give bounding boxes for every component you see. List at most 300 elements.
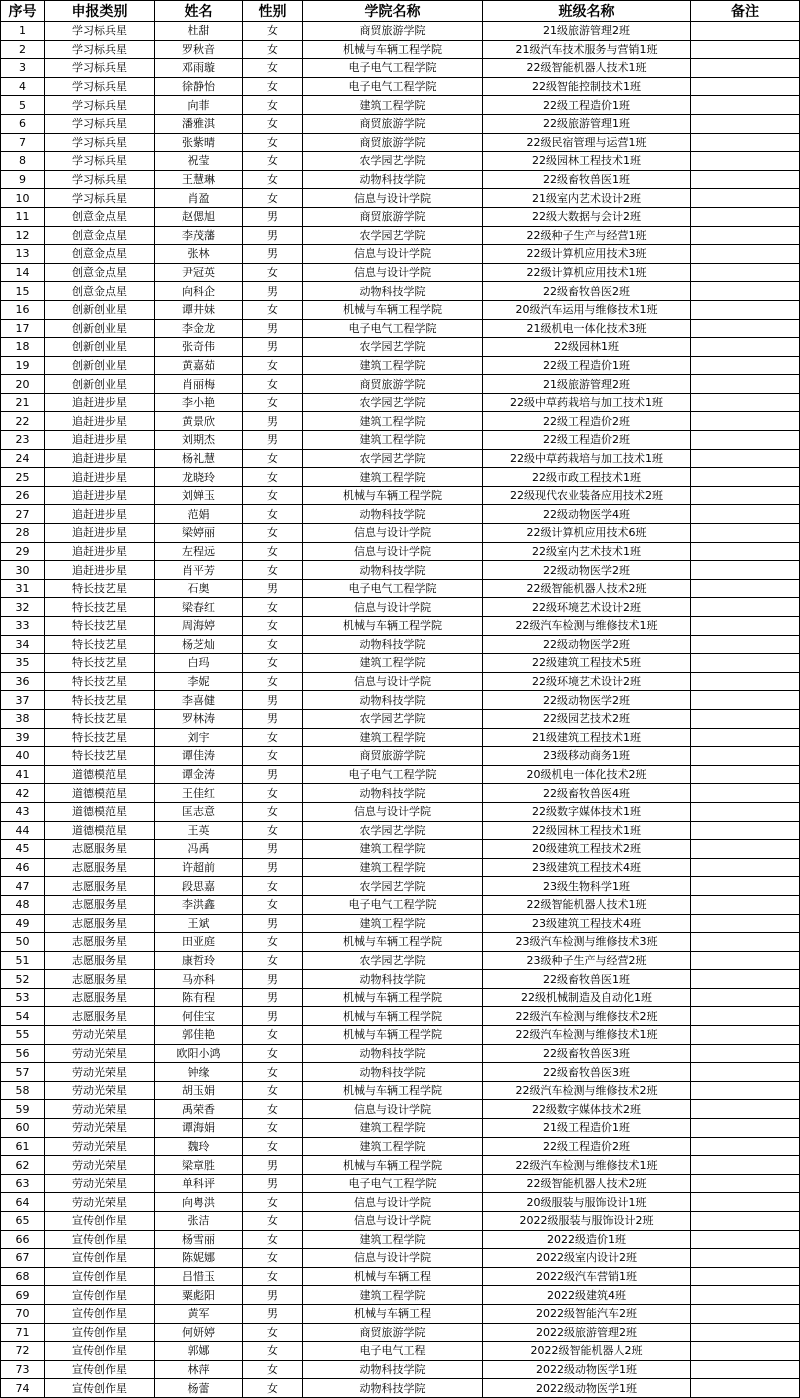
cell-category: 特长技艺星: [45, 654, 155, 673]
table-row: [1, 1119, 800, 1138]
cell-remark: [691, 263, 800, 282]
cell-category: 追赶进步星: [45, 524, 155, 543]
cell-category: 志愿服务星: [45, 877, 155, 896]
cell-class: 22级动物医学2班: [483, 561, 691, 580]
header-college: 学院名称: [303, 1, 483, 22]
cell-name: 王英: [155, 821, 243, 840]
cell-gender: 女: [243, 1044, 303, 1063]
cell-class: 2022级建筑4班: [483, 1286, 691, 1305]
cell-college: 信息与设计学院: [303, 263, 483, 282]
cell-index: 27: [1, 505, 45, 524]
cell-index: 19: [1, 356, 45, 375]
cell-name: 梁章胜: [155, 1156, 243, 1175]
cell-index: 69: [1, 1286, 45, 1305]
cell-category: 志愿服务星: [45, 970, 155, 989]
cell-remark: [691, 1137, 800, 1156]
table-row: [1, 245, 800, 264]
cell-category: 特长技艺星: [45, 598, 155, 617]
cell-gender: 男: [243, 988, 303, 1007]
cell-name: 禹荣香: [155, 1100, 243, 1119]
cell-class: 20级机电一体化技术2班: [483, 765, 691, 784]
cell-class: 22级畜牧兽医3班: [483, 1063, 691, 1082]
cell-category: 道德模范星: [45, 765, 155, 784]
cell-college: 信息与设计学院: [303, 1212, 483, 1231]
cell-remark: [691, 486, 800, 505]
cell-college: 动物科技学院: [303, 784, 483, 803]
cell-category: 宣传创作星: [45, 1360, 155, 1379]
cell-index: 18: [1, 338, 45, 357]
cell-class: 22级园林1班: [483, 338, 691, 357]
cell-remark: [691, 412, 800, 431]
cell-category: 劳动光荣星: [45, 1137, 155, 1156]
cell-name: 王斌: [155, 914, 243, 933]
cell-college: 机械与车辆工程学院: [303, 1026, 483, 1045]
cell-index: 49: [1, 914, 45, 933]
cell-name: 张洁: [155, 1212, 243, 1231]
table-row: [1, 524, 800, 543]
cell-gender: 女: [243, 1193, 303, 1212]
cell-gender: 女: [243, 1342, 303, 1361]
cell-index: 46: [1, 858, 45, 877]
cell-remark: [691, 895, 800, 914]
cell-college: 商贸旅游学院: [303, 747, 483, 766]
cell-remark: [691, 1193, 800, 1212]
cell-remark: [691, 1304, 800, 1323]
cell-remark: [691, 1063, 800, 1082]
cell-category: 创新创业星: [45, 319, 155, 338]
cell-remark: [691, 747, 800, 766]
cell-category: 学习标兵星: [45, 152, 155, 171]
cell-gender: 男: [243, 226, 303, 245]
cell-index: 71: [1, 1323, 45, 1342]
table-row: [1, 542, 800, 561]
cell-name: 冯禹: [155, 840, 243, 859]
cell-college: 机械与车辆工程: [303, 1304, 483, 1323]
cell-index: 36: [1, 672, 45, 691]
table-row: [1, 1286, 800, 1305]
cell-remark: [691, 951, 800, 970]
cell-college: 商贸旅游学院: [303, 375, 483, 394]
cell-college: 动物科技学院: [303, 282, 483, 301]
cell-category: 学习标兵星: [45, 22, 155, 41]
cell-remark: [691, 1119, 800, 1138]
cell-remark: [691, 672, 800, 691]
cell-college: 建筑工程学院: [303, 468, 483, 487]
cell-college: 动物科技学院: [303, 561, 483, 580]
cell-remark: [691, 635, 800, 654]
cell-category: 志愿服务星: [45, 951, 155, 970]
cell-category: 创新创业星: [45, 338, 155, 357]
cell-index: 17: [1, 319, 45, 338]
cell-index: 1: [1, 22, 45, 41]
cell-college: 建筑工程学院: [303, 412, 483, 431]
cell-index: 74: [1, 1379, 45, 1398]
cell-category: 特长技艺星: [45, 691, 155, 710]
cell-remark: [691, 765, 800, 784]
cell-gender: 女: [243, 933, 303, 952]
cell-class: 22级环境艺术设计2班: [483, 672, 691, 691]
table-row: [1, 319, 800, 338]
cell-index: 11: [1, 207, 45, 226]
cell-index: 25: [1, 468, 45, 487]
cell-gender: 女: [243, 96, 303, 115]
cell-remark: [691, 449, 800, 468]
cell-class: 21级建筑工程技术1班: [483, 728, 691, 747]
cell-category: 志愿服务星: [45, 895, 155, 914]
table-row: [1, 1323, 800, 1342]
cell-class: 22级计算机应用技术6班: [483, 524, 691, 543]
cell-name: 周海婷: [155, 617, 243, 636]
cell-class: 23级汽车检测与维修技术3班: [483, 933, 691, 952]
cell-index: 24: [1, 449, 45, 468]
table-row: [1, 561, 800, 580]
table-row: [1, 988, 800, 1007]
cell-remark: [691, 152, 800, 171]
cell-remark: [691, 319, 800, 338]
cell-gender: 男: [243, 970, 303, 989]
cell-college: 商贸旅游学院: [303, 133, 483, 152]
cell-remark: [691, 1286, 800, 1305]
cell-college: 机械与车辆工程学院: [303, 40, 483, 59]
cell-gender: 男: [243, 207, 303, 226]
cell-gender: 女: [243, 561, 303, 580]
cell-college: 商贸旅游学院: [303, 114, 483, 133]
cell-index: 6: [1, 114, 45, 133]
cell-remark: [691, 914, 800, 933]
table-row: [1, 1342, 800, 1361]
table-row: [1, 617, 800, 636]
cell-class: 22级大数据与会计2班: [483, 207, 691, 226]
cell-name: 李茂藩: [155, 226, 243, 245]
cell-college: 电子电气工程学院: [303, 895, 483, 914]
cell-gender: 女: [243, 1100, 303, 1119]
cell-name: 李洪鑫: [155, 895, 243, 914]
cell-name: 梁春红: [155, 598, 243, 617]
header-class: 班级名称: [483, 1, 691, 22]
cell-gender: 女: [243, 598, 303, 617]
cell-category: 创新创业星: [45, 375, 155, 394]
cell-category: 追赶进步星: [45, 486, 155, 505]
table-row: [1, 598, 800, 617]
cell-gender: 女: [243, 877, 303, 896]
cell-gender: 女: [243, 802, 303, 821]
cell-gender: 男: [243, 765, 303, 784]
cell-class: 22级汽车检测与维修技术2班: [483, 1081, 691, 1100]
cell-category: 劳动光荣星: [45, 1193, 155, 1212]
cell-college: 建筑工程学院: [303, 96, 483, 115]
table-row: [1, 747, 800, 766]
table-row: [1, 914, 800, 933]
cell-remark: [691, 1342, 800, 1361]
cell-name: 梁婷丽: [155, 524, 243, 543]
table-row: [1, 728, 800, 747]
header-remark: 备注: [691, 1, 800, 22]
cell-category: 追赶进步星: [45, 505, 155, 524]
table-row: [1, 1174, 800, 1193]
cell-class: 21级汽车技术服务与营销1班: [483, 40, 691, 59]
cell-category: 特长技艺星: [45, 672, 155, 691]
cell-remark: [691, 1081, 800, 1100]
table-row: [1, 486, 800, 505]
cell-remark: [691, 1212, 800, 1231]
cell-remark: [691, 1230, 800, 1249]
cell-name: 单科评: [155, 1174, 243, 1193]
cell-college: 建筑工程学院: [303, 1137, 483, 1156]
cell-class: 22级机械制造及自动化1班: [483, 988, 691, 1007]
cell-remark: [691, 375, 800, 394]
cell-category: 道德模范星: [45, 821, 155, 840]
cell-college: 机械与车辆工程学院: [303, 300, 483, 319]
cell-name: 何妍婷: [155, 1323, 243, 1342]
header-index: 序号: [1, 1, 45, 22]
cell-category: 学习标兵星: [45, 114, 155, 133]
table-row: [1, 22, 800, 41]
cell-remark: [691, 59, 800, 78]
cell-index: 59: [1, 1100, 45, 1119]
cell-category: 追赶进步星: [45, 412, 155, 431]
cell-name: 欧阳小鸿: [155, 1044, 243, 1063]
cell-college: 建筑工程学院: [303, 840, 483, 859]
cell-class: 22级民宿管理与运营1班: [483, 133, 691, 152]
cell-index: 29: [1, 542, 45, 561]
cell-name: 刘宇: [155, 728, 243, 747]
cell-category: 劳动光荣星: [45, 1026, 155, 1045]
cell-category: 宣传创作星: [45, 1249, 155, 1268]
cell-remark: [691, 245, 800, 264]
cell-college: 动物科技学院: [303, 1379, 483, 1398]
cell-gender: 男: [243, 691, 303, 710]
cell-index: 51: [1, 951, 45, 970]
cell-name: 张紫晴: [155, 133, 243, 152]
cell-category: 创意金点星: [45, 226, 155, 245]
cell-college: 电子电气工程学院: [303, 579, 483, 598]
table-row: [1, 226, 800, 245]
table-row: [1, 858, 800, 877]
cell-category: 特长技艺星: [45, 635, 155, 654]
cell-name: 肖平芳: [155, 561, 243, 580]
cell-remark: [691, 617, 800, 636]
cell-category: 特长技艺星: [45, 579, 155, 598]
table-row: [1, 96, 800, 115]
cell-remark: [691, 524, 800, 543]
table-row: [1, 263, 800, 282]
table-row: [1, 635, 800, 654]
table-row: [1, 40, 800, 59]
table-row: [1, 1360, 800, 1379]
cell-college: 建筑工程学院: [303, 654, 483, 673]
table-row: [1, 133, 800, 152]
cell-name: 石奥: [155, 579, 243, 598]
cell-index: 14: [1, 263, 45, 282]
cell-remark: [691, 1379, 800, 1398]
cell-gender: 男: [243, 1304, 303, 1323]
table-row: [1, 709, 800, 728]
table-row: [1, 895, 800, 914]
cell-remark: [691, 1323, 800, 1342]
cell-gender: 女: [243, 133, 303, 152]
cell-college: 建筑工程学院: [303, 858, 483, 877]
cell-index: 23: [1, 431, 45, 450]
cell-college: 电子电气工程学院: [303, 765, 483, 784]
cell-index: 26: [1, 486, 45, 505]
cell-class: 22级环境艺术设计2班: [483, 598, 691, 617]
cell-name: 潘雅淇: [155, 114, 243, 133]
cell-college: 动物科技学院: [303, 691, 483, 710]
cell-name: 杨雪丽: [155, 1230, 243, 1249]
cell-category: 宣传创作星: [45, 1230, 155, 1249]
cell-category: 学习标兵星: [45, 96, 155, 115]
table-row: [1, 765, 800, 784]
cell-gender: 男: [243, 338, 303, 357]
cell-class: 2022级智能机器人2班: [483, 1342, 691, 1361]
cell-index: 62: [1, 1156, 45, 1175]
cell-class: 22级汽车检测与维修技术1班: [483, 617, 691, 636]
table-row: [1, 1249, 800, 1268]
cell-category: 创意金点星: [45, 245, 155, 264]
table-row: [1, 951, 800, 970]
cell-index: 12: [1, 226, 45, 245]
cell-gender: 女: [243, 1137, 303, 1156]
cell-gender: 女: [243, 895, 303, 914]
table-row: [1, 505, 800, 524]
table-row: [1, 412, 800, 431]
cell-index: 61: [1, 1137, 45, 1156]
cell-college: 信息与设计学院: [303, 524, 483, 543]
cell-index: 60: [1, 1119, 45, 1138]
cell-college: 机械与车辆工程: [303, 1267, 483, 1286]
cell-name: 尹冠英: [155, 263, 243, 282]
cell-remark: [691, 654, 800, 673]
cell-index: 63: [1, 1174, 45, 1193]
cell-class: 22级畜牧兽医2班: [483, 282, 691, 301]
cell-class: 23级移动商务1班: [483, 747, 691, 766]
cell-gender: 女: [243, 189, 303, 208]
table-row: [1, 152, 800, 171]
cell-class: 22级工程造价2班: [483, 412, 691, 431]
cell-category: 志愿服务星: [45, 933, 155, 952]
cell-category: 创意金点星: [45, 207, 155, 226]
cell-gender: 女: [243, 672, 303, 691]
cell-class: 22级数字媒体技术2班: [483, 1100, 691, 1119]
cell-index: 9: [1, 170, 45, 189]
cell-name: 王佳红: [155, 784, 243, 803]
table-row: [1, 356, 800, 375]
cell-name: 张奇伟: [155, 338, 243, 357]
cell-class: 22级汽车检测与维修技术2班: [483, 1007, 691, 1026]
table-row: [1, 375, 800, 394]
cell-category: 学习标兵星: [45, 133, 155, 152]
cell-name: 谭佳涛: [155, 747, 243, 766]
cell-category: 志愿服务星: [45, 914, 155, 933]
cell-gender: 男: [243, 319, 303, 338]
table-row: [1, 114, 800, 133]
cell-class: 22级中草药栽培与加工技术1班: [483, 393, 691, 412]
table-row: [1, 933, 800, 952]
cell-gender: 女: [243, 1379, 303, 1398]
cell-index: 64: [1, 1193, 45, 1212]
cell-remark: [691, 226, 800, 245]
cell-index: 28: [1, 524, 45, 543]
cell-college: 信息与设计学院: [303, 1193, 483, 1212]
cell-remark: [691, 505, 800, 524]
cell-index: 40: [1, 747, 45, 766]
cell-class: 23级生物科学1班: [483, 877, 691, 896]
cell-college: 农学园艺学院: [303, 709, 483, 728]
cell-name: 陈有程: [155, 988, 243, 1007]
cell-index: 65: [1, 1212, 45, 1231]
table-row: [1, 282, 800, 301]
cell-name: 龙晓玲: [155, 468, 243, 487]
cell-name: 罗林涛: [155, 709, 243, 728]
cell-remark: [691, 1007, 800, 1026]
cell-class: 20级汽车运用与维修技术1班: [483, 300, 691, 319]
cell-remark: [691, 77, 800, 96]
cell-college: 电子电气工程学院: [303, 1174, 483, 1193]
cell-index: 44: [1, 821, 45, 840]
cell-name: 祝莹: [155, 152, 243, 171]
table-row: [1, 338, 800, 357]
table-row: [1, 449, 800, 468]
cell-category: 劳动光荣星: [45, 1119, 155, 1138]
cell-class: 22级市政工程技术1班: [483, 468, 691, 487]
cell-name: 郭娜: [155, 1342, 243, 1361]
cell-college: 建筑工程学院: [303, 1286, 483, 1305]
cell-category: 宣传创作星: [45, 1304, 155, 1323]
cell-class: 21级室内艺术设计2班: [483, 189, 691, 208]
cell-remark: [691, 542, 800, 561]
cell-name: 李小艳: [155, 393, 243, 412]
cell-college: 建筑工程学院: [303, 431, 483, 450]
cell-college: 信息与设计学院: [303, 598, 483, 617]
cell-name: 肖盈: [155, 189, 243, 208]
table-row: [1, 77, 800, 96]
cell-index: 15: [1, 282, 45, 301]
cell-name: 赵偲旭: [155, 207, 243, 226]
cell-gender: 女: [243, 486, 303, 505]
cell-name: 许超前: [155, 858, 243, 877]
table-row: [1, 393, 800, 412]
cell-name: 陈妮娜: [155, 1249, 243, 1268]
cell-category: 创意金点星: [45, 263, 155, 282]
cell-name: 何佳宝: [155, 1007, 243, 1026]
cell-college: 电子电气工程学院: [303, 319, 483, 338]
cell-remark: [691, 207, 800, 226]
cell-class: 23级建筑工程技术4班: [483, 858, 691, 877]
cell-gender: 男: [243, 914, 303, 933]
cell-class: 22级数字媒体技术1班: [483, 802, 691, 821]
cell-name: 王慧琳: [155, 170, 243, 189]
cell-remark: [691, 282, 800, 301]
cell-gender: 男: [243, 1286, 303, 1305]
cell-college: 机械与车辆工程学院: [303, 486, 483, 505]
cell-index: 45: [1, 840, 45, 859]
cell-index: 39: [1, 728, 45, 747]
cell-gender: 女: [243, 635, 303, 654]
cell-class: 22级中草药栽培与加工技术1班: [483, 449, 691, 468]
header-name: 姓名: [155, 1, 243, 22]
cell-gender: 女: [243, 821, 303, 840]
cell-college: 电子电气工程学院: [303, 77, 483, 96]
cell-college: 农学园艺学院: [303, 951, 483, 970]
cell-index: 68: [1, 1267, 45, 1286]
cell-gender: 男: [243, 1156, 303, 1175]
cell-name: 谭井妹: [155, 300, 243, 319]
cell-category: 宣传创作星: [45, 1267, 155, 1286]
cell-category: 劳动光荣星: [45, 1156, 155, 1175]
cell-remark: [691, 40, 800, 59]
cell-class: 22级汽车检测与维修技术1班: [483, 1156, 691, 1175]
table-row: [1, 431, 800, 450]
